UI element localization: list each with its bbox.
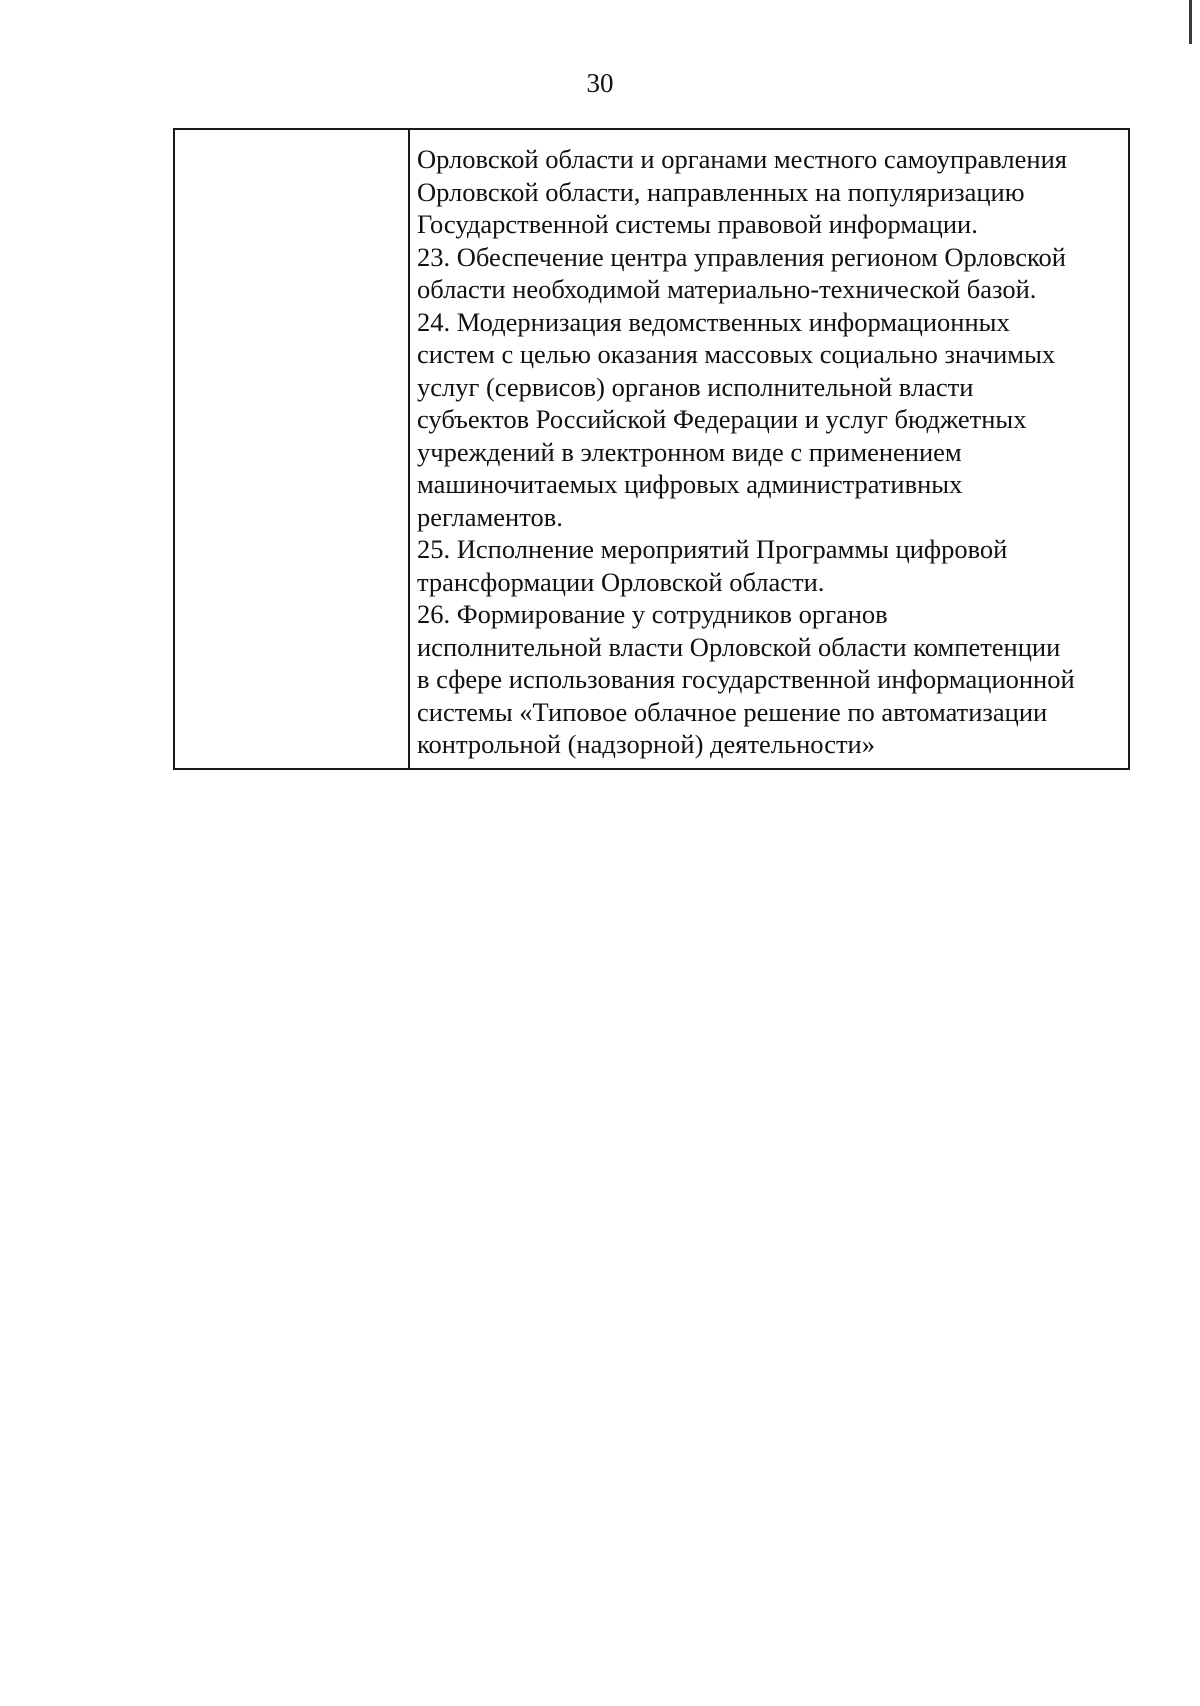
scan-edge-mark (1189, 0, 1192, 44)
text-line: субъектов Российской Федерации и услуг бюджетных (417, 404, 1027, 434)
text-line: услуг (сервисов) органов исполнительной власти (417, 371, 974, 402)
text-line: системы «Типовое облачное решение по автоматизации (417, 696, 1048, 727)
text-line: учреждений в электронном виде с применением (417, 436, 962, 467)
table-cell-right (410, 130, 1128, 768)
document-table (173, 128, 1130, 770)
text-line: контрольной (надзорной) деятельности» (417, 729, 875, 759)
text-line: в сфере использования государственной информационной (417, 664, 1075, 694)
text-line: систем с целью оказания массовых социально значимых (417, 339, 1056, 369)
text-line: 23. Обеспечение центра управления регионом Орловской (417, 241, 1066, 272)
text-line: 24. Модернизация ведомственных информационных (417, 306, 1010, 337)
text-line: Орловской области и органами местного самоуправления (417, 144, 1067, 174)
text-line: 26. Формирование у сотрудников органов (417, 599, 888, 629)
text-line: области необходимой материально-технической базой. (417, 274, 1037, 304)
text-line: исполнительной власти Орловской области компетенции (417, 631, 1061, 662)
text-line: машиночитаемых цифровых административных (417, 469, 963, 499)
text-line: Государственной системы правовой информации. (417, 209, 978, 239)
table-cell-left (175, 130, 410, 768)
page-number: 30 (586, 68, 614, 98)
text-line: трансформации Орловской области. (417, 566, 825, 597)
text-line: 25. Исполнение мероприятий Программы цифровой (417, 534, 1008, 564)
text-line: регламентов. (417, 501, 563, 532)
text-line: Орловской области, направленных на популяризацию (417, 176, 1025, 207)
